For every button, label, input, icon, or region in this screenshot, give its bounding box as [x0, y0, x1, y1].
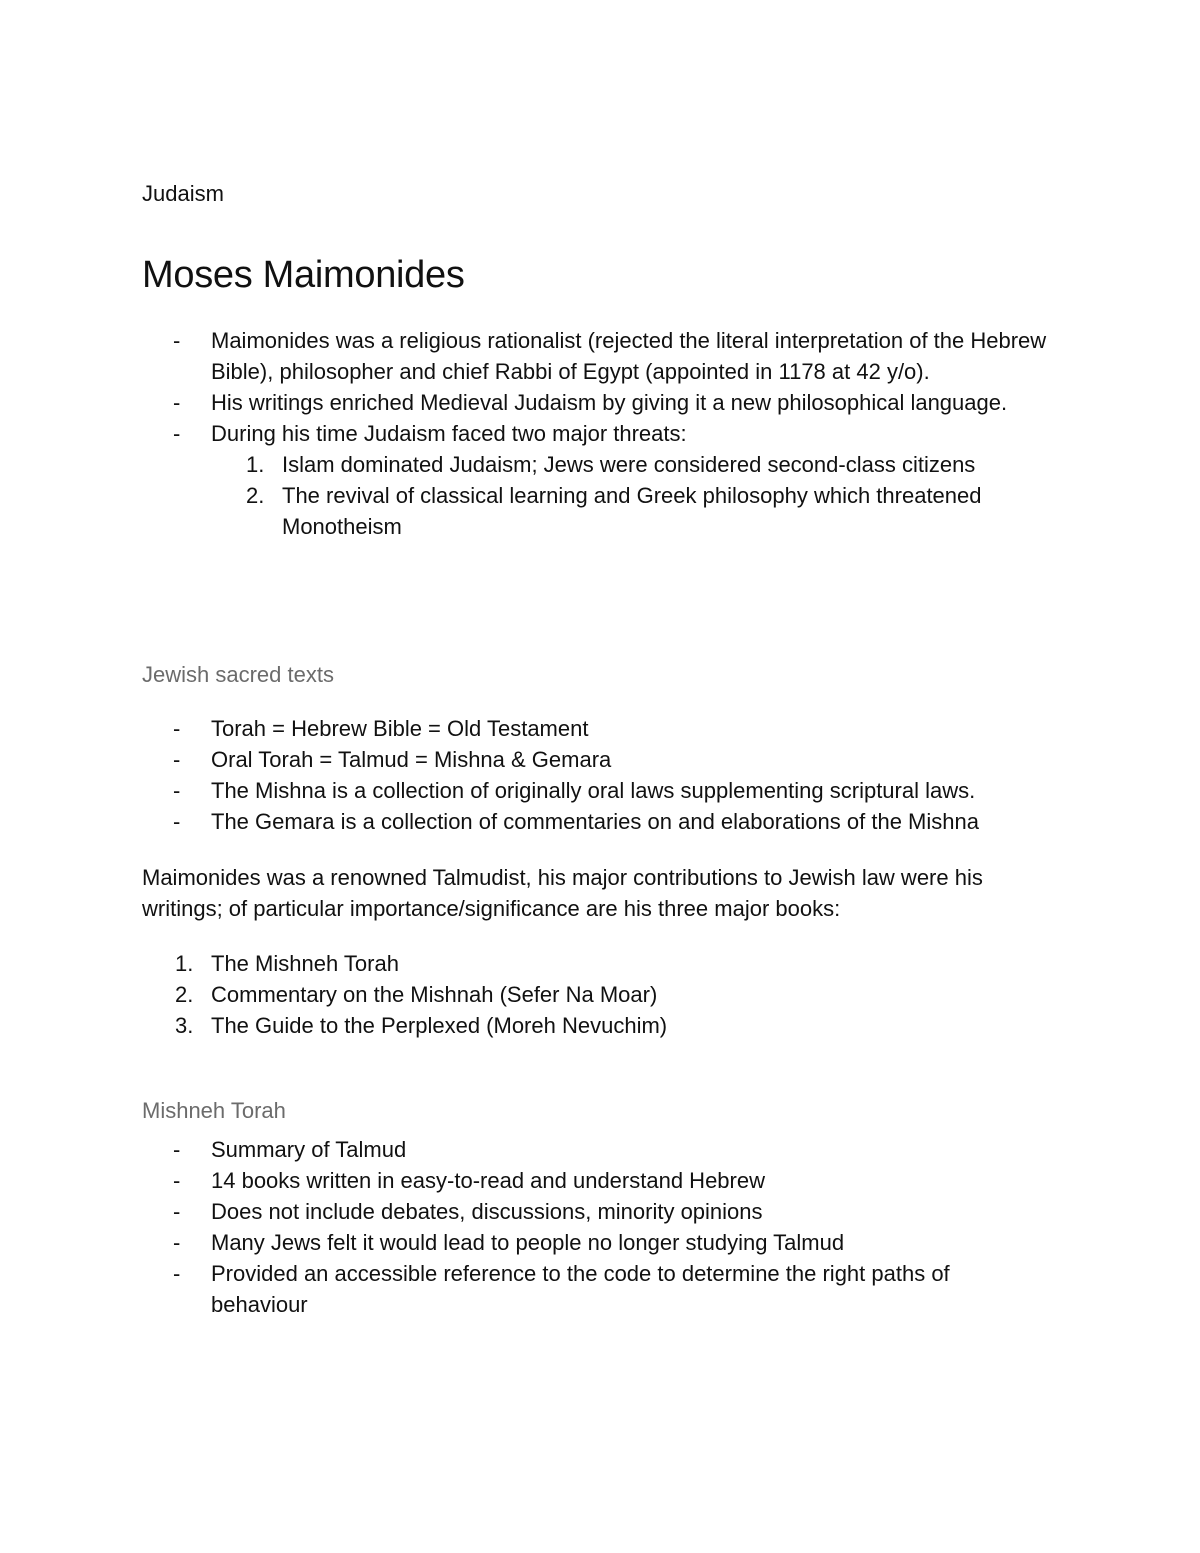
list-item-text: Commentary on the Mishnah (Sefer Na Moar) [211, 982, 658, 1007]
list-item-text: Summary of Talmud [211, 1137, 407, 1162]
number-marker: 1. [175, 951, 194, 976]
list-item-text: The Guide to the Perplexed (Moreh Nevuchim) [211, 1013, 668, 1038]
list-item [142, 480, 1052, 542]
list-item-text: The Mishneh Torah [211, 951, 399, 976]
list-item [142, 1010, 1052, 1041]
dash-marker: - [173, 716, 181, 741]
threats-list [211, 449, 1052, 542]
list-item-text: Does not include debates, discussions, minority opinions [211, 1199, 763, 1224]
list-item [142, 1258, 1052, 1320]
list-item [142, 387, 1052, 418]
list-item-text: The Mishna is a collection of originally oral laws supplementing scriptural laws. [211, 778, 976, 803]
list-item [142, 418, 1052, 542]
document-label: Judaism [142, 181, 224, 206]
list-item-text: Maimonides was a religious rationalist (rejected the literal interpretation of the Hebrew Bible), philosopher and chief Rabbi of Egypt (appointed in 1178 at 42 y/o). [211, 328, 1047, 384]
dash-marker: - [173, 747, 181, 772]
body-paragraph: Maimonides was a renowned Talmudist, his major contributions to Jewish law were his writings; of particular importance/significance are his three major books: [142, 865, 983, 921]
list-item [142, 449, 1052, 480]
list-item-text: Many Jews felt it would lead to people no longer studying Talmud [211, 1230, 845, 1255]
list-item [142, 1165, 1052, 1196]
intro-list [142, 325, 1052, 542]
list-item [142, 744, 1052, 775]
dash-marker: - [173, 390, 181, 415]
list-item [142, 1134, 1052, 1165]
intro-list-block [142, 325, 1052, 542]
dash-marker: - [173, 1199, 181, 1224]
list-item-text: Oral Torah = Talmud = Mishna & Gemara [211, 747, 612, 772]
list-item-text: The revival of classical learning and Greek philosophy which threatened Monotheism [282, 483, 982, 539]
number-marker: 2. [175, 982, 194, 1007]
section-heading-mishneh-torah: Mishneh Torah [142, 1098, 286, 1123]
list-item [142, 325, 1052, 387]
mishneh-torah-list [142, 1134, 1052, 1320]
dash-marker: - [173, 1261, 181, 1286]
dash-marker: - [173, 778, 181, 803]
books-list [142, 948, 1052, 1041]
sacred-texts-list [142, 713, 1052, 837]
list-item [142, 775, 1052, 806]
dash-marker: - [173, 1168, 181, 1193]
dash-marker: - [173, 421, 181, 446]
list-item-text: During his time Judaism faced two major threats: [211, 421, 687, 446]
list-item-text: Provided an accessible reference to the code to determine the right paths of behaviour [211, 1261, 950, 1317]
list-item [142, 806, 1052, 837]
sacred-texts-block [142, 713, 1052, 837]
list-item-text: The Gemara is a collection of commentaries on and elaborations of the Mishna [211, 809, 979, 834]
number-marker: 1. [246, 452, 265, 477]
list-item [142, 1196, 1052, 1227]
list-item [142, 713, 1052, 744]
section-heading-sacred-texts: Jewish sacred texts [142, 662, 334, 687]
list-item [142, 948, 1052, 979]
list-item-text: 14 books written in easy-to-read and understand Hebrew [211, 1168, 765, 1193]
number-marker: 2. [246, 483, 265, 508]
dash-marker: - [173, 1137, 181, 1162]
list-item-text: Torah = Hebrew Bible = Old Testament [211, 716, 589, 741]
list-item [142, 1227, 1052, 1258]
dash-marker: - [173, 328, 181, 353]
dash-marker: - [173, 1230, 181, 1255]
list-item-text: His writings enriched Medieval Judaism by giving it a new philosophical language. [211, 390, 1008, 415]
page-title: Moses Maimonides [142, 254, 465, 296]
books-block [142, 948, 1052, 1041]
list-item-text: Islam dominated Judaism; Jews were considered second-class citizens [282, 452, 976, 477]
dash-marker: - [173, 809, 181, 834]
number-marker: 3. [175, 1013, 194, 1038]
list-item [142, 979, 1052, 1010]
mishneh-torah-block [142, 1134, 1052, 1320]
